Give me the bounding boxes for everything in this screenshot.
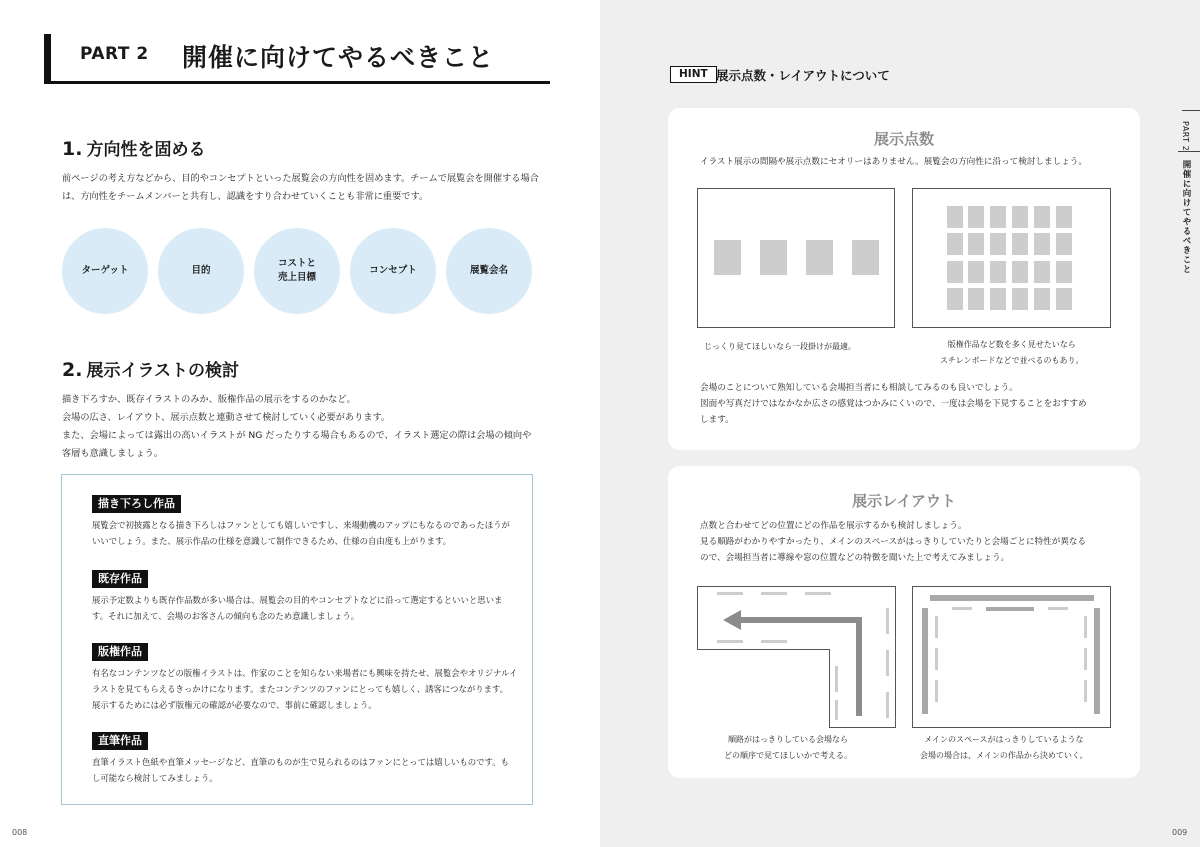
part-label: PART 2 bbox=[80, 44, 149, 64]
text-line: イラスト展示の間隔や展示点数にセオリーはありません。展覧会の方向性に沿って検討しましょう。 bbox=[700, 157, 1087, 167]
section-2-paragraph bbox=[62, 391, 540, 463]
caption-line: じっくり見てほしいなら一段掛けが最適。 bbox=[704, 342, 856, 351]
text-line: 展示するためには必ず版権元の確認が必要なので、事前に確認しましょう。 bbox=[92, 700, 377, 710]
text-line: 展示予定数よりも既存作品数が多い場合は、展覧会の目的やコンセプトなどに沿って選定するといいと思いま bbox=[92, 595, 503, 605]
tag-licensed-works: 版権作品 bbox=[92, 643, 148, 661]
section-1-paragraph bbox=[62, 170, 540, 206]
side-part-label: PART 2 bbox=[1181, 121, 1190, 152]
card-exhibit-layout bbox=[668, 466, 1140, 778]
artwork-panel bbox=[852, 240, 879, 275]
text-line: 見る順路がわかりやすかったり、メインのスペースがはっきりしていたりと会場ごとに特性が異なる bbox=[700, 537, 1087, 547]
card-2-caption-left bbox=[724, 732, 852, 764]
text-line: 点数と合わせてどの位置にどの作品を展示するかも検討しましょう。 bbox=[700, 521, 967, 531]
text-line: 有名なコンテンツなどの版権イラストは、作家のことを知らない来場者にも興味を持たせ、展覧会やオリジナルイ bbox=[92, 668, 518, 678]
card-exhibit-count bbox=[668, 108, 1140, 450]
grid-diagram bbox=[912, 188, 1111, 328]
page-number-left: 008 bbox=[12, 828, 28, 837]
caption-line: 会場の場合は、メインの作品から決めていく。 bbox=[920, 751, 1088, 760]
card-2-title: 展示レイアウト bbox=[852, 492, 956, 510]
hint-tag: HINT bbox=[670, 66, 717, 83]
card-1-caption-right bbox=[940, 337, 1083, 369]
text-line: ラストを見てもらえるきっかけになります。またコンテンツのファンにとっても嬉しく、誘客につながります。 bbox=[92, 684, 509, 694]
paragraph-line: 会場の広さ、レイアウト、展示点数と連動させて検討していく必要があります。 bbox=[62, 412, 391, 423]
text-line: し可能なら検討してみましょう。 bbox=[92, 773, 218, 783]
wall-frame bbox=[913, 189, 1111, 328]
tag-existing-works: 既存作品 bbox=[92, 570, 148, 588]
card-1-outro bbox=[700, 380, 1120, 428]
paragraph-line: 前ページの考え方などから、目的やコンセプトといった展覧会の方向性を固めます。チームで展覧会を開催する場合 bbox=[62, 173, 539, 184]
side-chapter-title: 開催に向けてやるべきこと bbox=[1181, 160, 1191, 274]
text-line: 直筆イラスト色紙や直筆メッセージなど、直筆のものが生で見られるのはファンにとっては嬉しいものです。も bbox=[92, 757, 509, 767]
title-underline bbox=[44, 81, 550, 84]
text-line: いいでしょう。また、展示作品の仕様を意識して制作できるため、仕様の自由度も上がります。 bbox=[92, 536, 452, 546]
circle-target: ターゲット bbox=[62, 228, 148, 314]
paragraph-line: 描き下ろすか、既存イラストのみか、版権作品の展示をするのかなど。 bbox=[62, 394, 356, 405]
card-2-caption-right bbox=[920, 732, 1088, 764]
existing-works-text bbox=[92, 592, 522, 624]
text-line: 図面や写真だけではなかなか広さの感覚はつかみにくいので、一度は会場を下見することをおすすめ bbox=[700, 399, 1087, 409]
text-line: す。それに加えて、会場のお客さんの傾向も念のため意識しましょう。 bbox=[92, 611, 360, 621]
direction-circles bbox=[62, 228, 534, 314]
artwork-panel bbox=[714, 240, 741, 275]
paragraph-line: は、方向性をチームメンバーと共有し、認識をすり合わせていくことも非常に重要です。 bbox=[62, 191, 429, 202]
artwork-panel bbox=[806, 240, 833, 275]
tag-new-works: 描き下ろし作品 bbox=[92, 495, 181, 513]
side-rule bbox=[1182, 110, 1200, 111]
page-title: 開催に向けてやるべきこと bbox=[182, 43, 495, 72]
caption-line: メインのスペースがはっきりしているような bbox=[924, 735, 1084, 744]
section-2-heading bbox=[62, 356, 239, 381]
part-accent-bar bbox=[44, 34, 51, 82]
artwork-panel bbox=[760, 240, 787, 275]
artwork-types-box bbox=[61, 474, 533, 805]
text-line: します。 bbox=[700, 415, 734, 425]
circle-purpose: 目的 bbox=[158, 228, 244, 314]
route-layout-diagram bbox=[697, 586, 896, 728]
circle-cost-sales: コストと 売上目標 bbox=[254, 228, 340, 314]
l-shaped-room bbox=[698, 587, 896, 728]
hint-title: 展示点数・レイアウトについて bbox=[716, 68, 890, 83]
card-1-intro bbox=[700, 154, 1120, 170]
paragraph-line: 客層も意識しましょう。 bbox=[62, 448, 164, 459]
new-works-text bbox=[92, 517, 522, 549]
section-1-number: 1. bbox=[62, 138, 83, 160]
side-rule bbox=[1178, 151, 1200, 152]
tag-handwritten-works: 直筆作品 bbox=[92, 732, 148, 750]
page-number-right: 009 bbox=[1172, 828, 1188, 837]
text-line: ので、会場担当者に導線や窓の位置などの特徴を聞いた上で考えてみましょう。 bbox=[700, 553, 1010, 563]
caption-line: スチレンボードなどで並べるのもあり。 bbox=[940, 356, 1084, 365]
licensed-works-text bbox=[92, 665, 522, 713]
text-line: 展覧会で初披露となる描き下ろしはファンとしても嬉しいですし、来場動機のアップにもなるのであったほうが bbox=[92, 520, 510, 530]
caption-line: どの順序で見てほしいかで考える。 bbox=[724, 751, 852, 760]
handwritten-works-text bbox=[92, 754, 522, 786]
main-space-diagram bbox=[912, 586, 1111, 728]
section-2-number: 2. bbox=[62, 359, 83, 381]
card-1-caption-left bbox=[704, 339, 856, 355]
text-line: 会場のことについて熟知している会場担当者にも相談してみるのも良いでしょう。 bbox=[700, 383, 1018, 393]
section-1-heading bbox=[62, 135, 205, 160]
caption-line: 順路がはっきりしている会場なら bbox=[728, 735, 848, 744]
card-1-title: 展示点数 bbox=[873, 130, 934, 148]
section-1-title: 方向性を固める bbox=[86, 140, 206, 160]
circle-concept: コンセプト bbox=[350, 228, 436, 314]
paragraph-line: また、会場によっては露出の高いイラストが NG だったりする場合もあるので、イラスト選定の際は会場の傾向や bbox=[62, 430, 532, 441]
single-row-diagram bbox=[697, 188, 895, 328]
circle-exhibition-name: 展覧会名 bbox=[446, 228, 532, 314]
caption-line: 版権作品など数を多く見せたいなら bbox=[947, 340, 1076, 349]
section-2-title: 展示イラストの検討 bbox=[86, 361, 239, 381]
card-2-intro bbox=[700, 518, 1120, 566]
